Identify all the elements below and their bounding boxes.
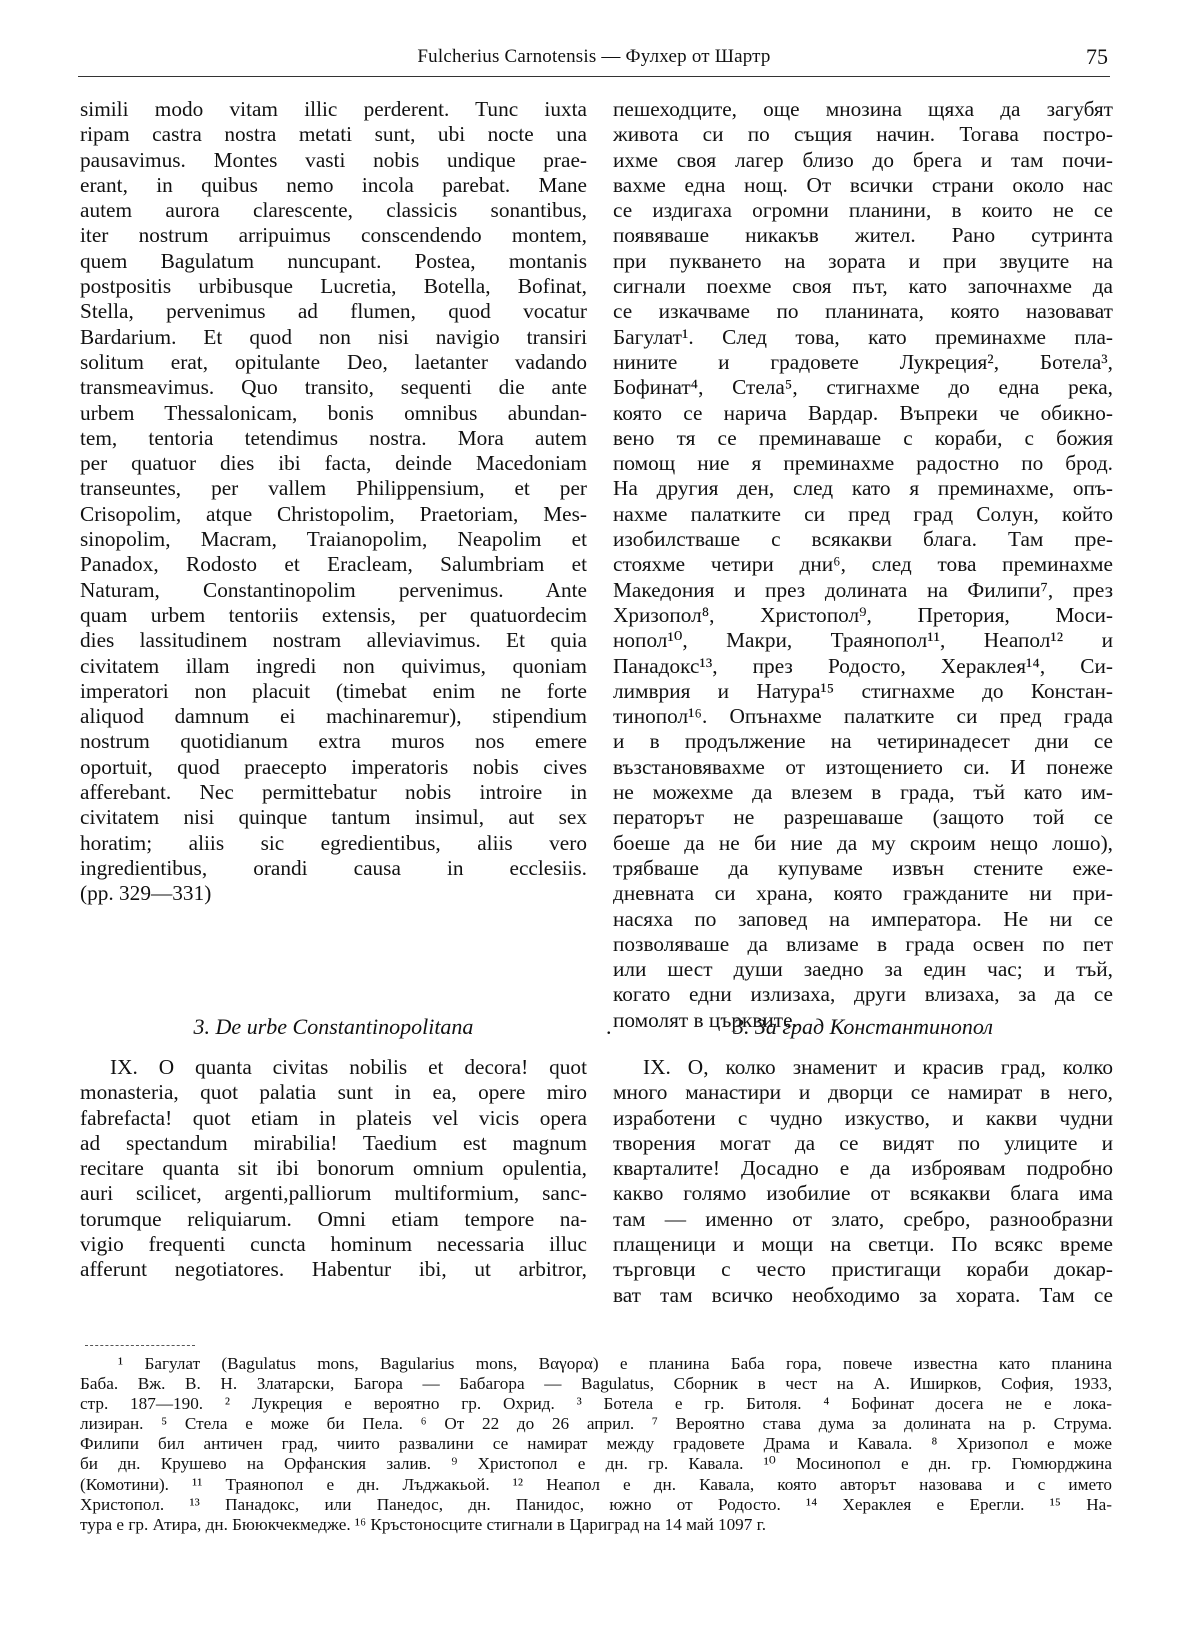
text-line: erant, in quibus nemo incola parebat. Mane	[80, 172, 587, 197]
text-line: насяха по заповед на императора. Не ни се	[613, 906, 1113, 931]
footnote-rule	[85, 1345, 195, 1346]
latin-text-column-section-3	[80, 1055, 587, 1283]
text-line: тинопол¹⁶. Опънахме палатките си пред града	[613, 704, 1113, 729]
text-line: oportuit, quod praecepto imperatoris nobis cives	[80, 754, 587, 779]
text-line: sinopolim, Macram, Traianopolim, Neapolim et	[80, 527, 587, 552]
bulgarian-text-column-section-3	[613, 1055, 1113, 1308]
text-line: ingredientibus, orandi causa in ecclesiis.	[80, 855, 587, 880]
text-line: лизиран. ⁵ Стела е може би Пела. ⁶ От 22 до 26 април. ⁷ Вероятно става дума за долината на р. Струма.	[80, 1414, 1112, 1434]
text-line: която се нарича Вардар. Въпреки че обикно-	[613, 400, 1113, 425]
text-line: живота си по същия начин. Тогава постро-	[613, 122, 1113, 147]
text-line: и в продължение на четиринадесет дни се	[613, 729, 1113, 754]
text-line: ват там всичко необходимо за хората. Там се	[613, 1282, 1113, 1307]
text-line: би дн. Крушево на Орфанския залив. ⁹ Христопол е дн. гр. Кавала. ¹⁰ Мосинопол е дн. гр. Гюмюрджина	[80, 1454, 1112, 1474]
text-line: помощ ние я преминахме радостно по брод.	[613, 451, 1113, 476]
text-line: transmeavimus. Quo transito, sequenti die ante	[80, 375, 587, 400]
text-line: afferunt negotiatores. Habentur ibi, ut arbitror,	[80, 1257, 587, 1282]
text-line: сигнали поехме своя път, като започнахме да	[613, 274, 1113, 299]
text-line: Панадокс¹³, през Родосто, Хераклея¹⁴, Си-	[613, 653, 1113, 678]
text-line: Stella, pervenimus ad flumen, quod vocatur	[80, 299, 587, 324]
text-line: какво голямо изобилие от всякакви блага има	[613, 1181, 1113, 1206]
text-line: nostrum quotidianum extra muros nos emere	[80, 729, 587, 754]
text-line: Христопол. ¹³ Панадокс, или Панедос, дн. Панидос, южно от Родосто. ¹⁴ Хераклея е Ерегли. ¹⁵ На-	[80, 1494, 1112, 1514]
text-line: Naturam, Constantinopolim pervenimus. Ante	[80, 577, 587, 602]
text-line: трябваше да купуваме извън стените еже-	[613, 855, 1113, 880]
text-line: simili modo vitam illic perderent. Tunc iuxta	[80, 97, 587, 121]
text-line: лимврия и Натура¹⁵ стигнахме до Констан-	[613, 678, 1113, 703]
text-line: тура е гр. Атира, дн. Бююкчекмедже. ¹⁶ Кръстоносците стигнали в Цариград на 14 май 1097 г.	[80, 1514, 767, 1534]
text-line: torumque reliquiarum. Omni etiam tempore na-	[80, 1206, 587, 1231]
text-line: autem aurora clarescente, classicis sonantibus,	[80, 198, 587, 223]
text-line: там — именно от злато, сребро, разнообразни	[613, 1206, 1113, 1231]
text-line: Филипи бил античен град, чиито развалини се намират между градовете Драма и Кавала. ⁸ Хризопол е може	[80, 1434, 1112, 1454]
text-line: Баба. Вж. В. Н. Златарски, Багора — Бабагора — Bagulatus, Сборник в чест на А. Иширков, София, 1933,	[80, 1374, 1112, 1394]
text-line: Bardarium. Et quod non nisi navigio transiri	[80, 324, 587, 349]
text-line: На другия ден, след като я преминахме, опъ-	[613, 476, 1113, 501]
text-line: Panadox, Rodosto et Eracleam, Salumbriam et	[80, 552, 587, 577]
text-line: IX. O quanta civitas nobilis et decora! quot	[110, 1055, 587, 1079]
text-line: fabrefacta! quot etiam in plateis vel vicis opera	[80, 1105, 587, 1130]
text-line: появяваше никакъв жител. Рано сутринта	[613, 223, 1113, 248]
text-line: помолят в църквите.	[613, 1007, 798, 1032]
text-line: при пукването на зората и при звуците на	[613, 248, 1113, 273]
text-line: нопол¹⁰, Макри, Траянопол¹¹, Неапол¹² и	[613, 628, 1113, 653]
text-line: (Комотини). ¹¹ Траянопол е дн. Лъджакьой. ¹² Неапол е дн. Кавала, която авторът назовава и с името	[80, 1474, 1112, 1494]
text-line: творения могат да се видят по улиците и	[613, 1130, 1113, 1155]
text-line: IX. О, колко знаменит и красив град, колко	[643, 1055, 1113, 1079]
header-rule	[78, 76, 1110, 77]
stray-dot: .	[606, 1014, 612, 1039]
text-line: боеше да не би ние да му скроим нещо лошо),	[613, 830, 1113, 855]
text-line: Бофинат⁴, Стела⁵, стигнахме до една река,	[613, 375, 1113, 400]
text-line: iter nostrum arripuimus conscendendo montem,	[80, 223, 587, 248]
text-line: recitare quanta sit ibi bonorum omnium opulentia,	[80, 1156, 587, 1181]
text-line: Хризопол⁸, Христопол⁹, Претория, Моси-	[613, 602, 1113, 627]
latin-text-column	[80, 97, 587, 907]
section-heading-bulgarian: 3. За град Константинопол	[733, 1014, 993, 1039]
text-line: когато едни излизаха, други влизаха, за да се	[613, 982, 1113, 1007]
text-line: pausavimus. Montes vasti nobis undique prae-	[80, 147, 587, 172]
running-head	[80, 46, 1108, 72]
text-line: не можехме да влезем в града, тъй като им-	[613, 780, 1113, 805]
text-line: monasteria, quot palatia sunt in ea, opere miro	[80, 1080, 587, 1105]
text-line: ¹ Багулат (Bagulatus mons, Bagularius mons, Βαγορα) е планина Баба гора, повече известна като планина	[118, 1354, 1112, 1373]
text-line: или шест души заедно за един час; и тъй,	[613, 957, 1113, 982]
footnotes	[80, 1354, 1112, 1535]
text-line: aliquod damnum ei machinaremur), stipendium	[80, 704, 587, 729]
running-title: Fulcherius Carnotensis — Фулхер от Шартр	[417, 46, 771, 67]
text-line: quem Bagulatum nuncupant. Postea, montanis	[80, 248, 587, 273]
text-line: кварталите! Досадно е да изброявам подробно	[613, 1156, 1113, 1181]
text-line: нините и градовете Лукреция², Ботела³,	[613, 349, 1113, 374]
section-heading-latin: 3. De urbe Constantinopolitana	[193, 1014, 474, 1039]
text-line: Македония и през долината на Филипи⁷, през	[613, 577, 1113, 602]
text-line: tem, tentoria tetendimus nostra. Mora autem	[80, 425, 587, 450]
text-line: стояхме четири дни⁶, след това преминахме	[613, 552, 1113, 577]
bulgarian-text-column	[613, 97, 1113, 1033]
text-line: плащеници и мощи на светци. По всякс време	[613, 1232, 1113, 1257]
text-line: dies lassitudinem nostram alleviavimus. Et quia	[80, 628, 587, 653]
text-line: стр. 187—190. ² Лукреция е вероятно гр. Охрид. ³ Ботела е гр. Битоля. ⁴ Бофинат досега не е лока-	[80, 1394, 1112, 1414]
text-line: (pp. 329—331)	[80, 881, 212, 906]
text-line: ихме своя лагер близо до брега и там почи-	[613, 147, 1113, 172]
text-line: нахме палатките си пред град Солун, който	[613, 501, 1113, 526]
text-line: horatim; aliis sic egredientibus, aliis vero	[80, 830, 587, 855]
text-line: възстановявахме от изтощението си. И понеже	[613, 754, 1113, 779]
text-line: civitatem nisi quinque tantum insimul, aut sex	[80, 805, 587, 830]
text-line: позволяваше да влизаме в града освен по пет	[613, 931, 1113, 956]
text-line: вено тя се преминаваше с кораби, с божия	[613, 425, 1113, 450]
text-line: Багулат¹. След това, като преминахме пла-	[613, 324, 1113, 349]
text-line: изработени с чудно изкуство, и какви чудни	[613, 1105, 1113, 1130]
text-line: изобилстваше с всякакви блага. Там пре-	[613, 527, 1113, 552]
text-line: дневната си храна, която гражданите ни при-	[613, 881, 1113, 906]
text-line: вахме една нощ. От всички страни около нас	[613, 172, 1113, 197]
text-line: urbem Thessalonicam, bonis omnibus abundan-	[80, 400, 587, 425]
text-line: ad spectandum mirabilia! Taedium est magnum	[80, 1130, 587, 1155]
text-line: transeuntes, per vallem Philippensium, et per	[80, 476, 587, 501]
text-line: ripam castra nostra metati sunt, ubi nocte una	[80, 122, 587, 147]
text-line: auri scilicet, argenti,palliorum multiformium, sanc-	[80, 1181, 587, 1206]
text-line: civitatem illam ingredi non quivimus, quoniam	[80, 653, 587, 678]
page-number: 75	[1086, 44, 1108, 69]
text-line: се изкачваме по планината, която назовават	[613, 299, 1113, 324]
text-line: много манастири и дворци се намират в него,	[613, 1080, 1113, 1105]
text-line: ператорът не разрешаваше (защото той се	[613, 805, 1113, 830]
text-line: Crisopolim, atque Christopolim, Praetoriam, Mes-	[80, 501, 587, 526]
text-line: imperatori non placuit (timebat enim ne forte	[80, 678, 587, 703]
text-line: пешеходците, още мнозина щяха да загубят	[613, 97, 1113, 121]
text-line: afferebant. Nec permittebatur nobis introire in	[80, 780, 587, 805]
text-line: solitum erat, opitulante Deo, laetanter vadando	[80, 349, 587, 374]
text-line: per quatuor dies ibi facta, deinde Macedoniam	[80, 451, 587, 476]
text-line: postpositis urbibusque Lucretia, Botella, Bofinat,	[80, 274, 587, 299]
text-line: quam urbem tentoriis extensis, per quatuordecim	[80, 602, 587, 627]
text-line: търговци с често пристигащи кораби докар-	[613, 1257, 1113, 1282]
text-line: vigio frequenti cuncta hominum necessaria illuc	[80, 1232, 587, 1257]
text-line: се издигаха огромни планини, в които не се	[613, 198, 1113, 223]
